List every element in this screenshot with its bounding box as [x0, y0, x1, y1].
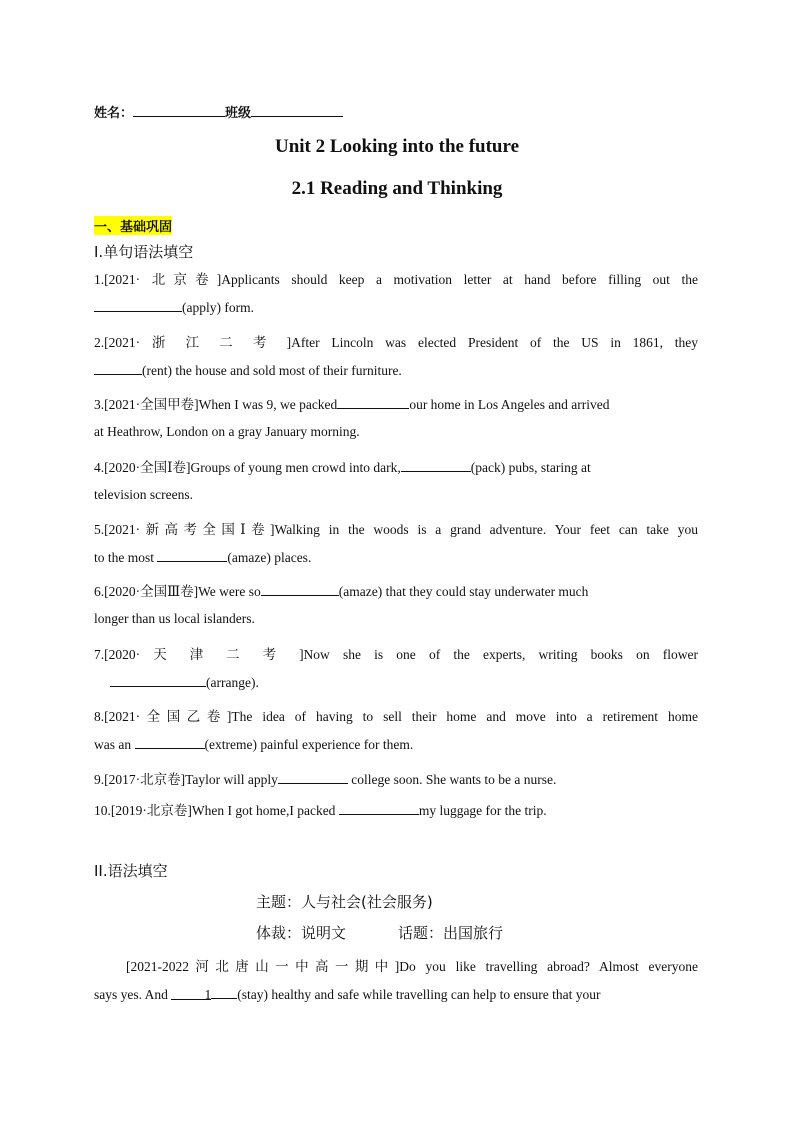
question-7-line-1: 7.[2020· 天 津 二 考 ]Now she is one of the experts, writing books on flower	[94, 647, 698, 662]
class-blank[interactable]	[251, 104, 343, 117]
question-6-line-2: longer than us local islanders.	[94, 611, 255, 626]
answer-blank[interactable]	[157, 549, 227, 562]
question-3-line-1: 3.[2021·全国甲卷]When I was 9, we packed our home in Los Angeles and arrived	[94, 397, 610, 412]
part2-heading: II.语法填空	[94, 862, 168, 880]
answer-blank[interactable]	[339, 802, 419, 815]
answer-blank[interactable]	[171, 987, 211, 1000]
topic-label: 话题：出国旅行	[398, 924, 504, 942]
question-6-line-1: 6.[2020·全国Ⅲ卷]We were so (amaze) that they could stay underwater much	[94, 584, 589, 599]
genre-label: 体裁：说明文	[256, 924, 347, 942]
passage-line-2: says yes. And 1 (stay) healthy and safe while travelling can help to ensure that your	[94, 987, 601, 1002]
question-4-line-1: 4.[2020·全国Ⅰ卷]Groups of young men crowd into dark, (pack) pubs, staring at	[94, 460, 591, 475]
question-7-line-2: (arrange).	[110, 674, 714, 691]
answer-blank[interactable]	[94, 299, 182, 312]
question-2-line-2: (rent) the house and sold most of their furniture.	[94, 362, 698, 379]
question-9-line-1: 9.[2017·北京卷]Taylor will apply college soon. She wants to be a nurse.	[94, 772, 557, 787]
question-3-line-2: at Heathrow, London on a gray January morning.	[94, 424, 360, 439]
theme-line: 主题：人与社会(社会服务)	[256, 893, 433, 911]
question-4-line-2: television screens.	[94, 487, 193, 502]
lesson-title: 2.1 Reading and Thinking	[291, 178, 503, 199]
answer-blank-tail	[211, 986, 237, 999]
name-label: 姓名：	[94, 106, 134, 121]
question-2-line-1: 2.[2021· 浙 江 二 考 ]After Lincoln was elected President of the US in 1861, they	[94, 335, 698, 350]
answer-blank[interactable]	[278, 771, 348, 784]
name-class-line	[94, 102, 343, 121]
unit-title: Unit 2 Looking into the future	[274, 136, 520, 157]
answer-blank[interactable]	[94, 362, 142, 375]
question-8-line-1: 8.[2021·全国乙卷]The idea of having to sell their home and move into a retirement home	[94, 709, 698, 724]
question-1-line-1: 1.[2021· 北京卷]Applicants should keep a motivation letter at hand before filling out the	[94, 272, 698, 287]
question-1-line-2: (apply) form.	[94, 299, 698, 316]
section-heading: 一、基础巩固	[94, 216, 172, 235]
answer-blank[interactable]	[261, 583, 339, 596]
answer-blank[interactable]	[401, 459, 471, 472]
question-5-line-2: to the most (amaze) places.	[94, 550, 312, 565]
blank-number: 1	[204, 987, 212, 1002]
answer-blank[interactable]	[337, 396, 409, 409]
class-label: 班级	[225, 106, 252, 121]
question-8-line-2: was an (extreme) painful experience for them.	[94, 737, 414, 752]
answer-blank[interactable]	[110, 674, 206, 687]
question-10-line-1: 10.[2019·北京卷]When I got home,I packed my luggage for the trip.	[94, 803, 547, 818]
name-blank[interactable]	[133, 104, 225, 117]
passage-line-1: [2021-2022河北唐山一中高一期中]Do you like travelling abroad? Almost everyone	[126, 959, 698, 974]
question-5-line-1: 5.[2021·新高考全国Ⅰ卷]Walking in the woods is a grand adventure. Your feet can take you	[94, 522, 698, 537]
part1-heading: I.单句语法填空	[94, 243, 194, 261]
answer-blank[interactable]	[135, 736, 205, 749]
